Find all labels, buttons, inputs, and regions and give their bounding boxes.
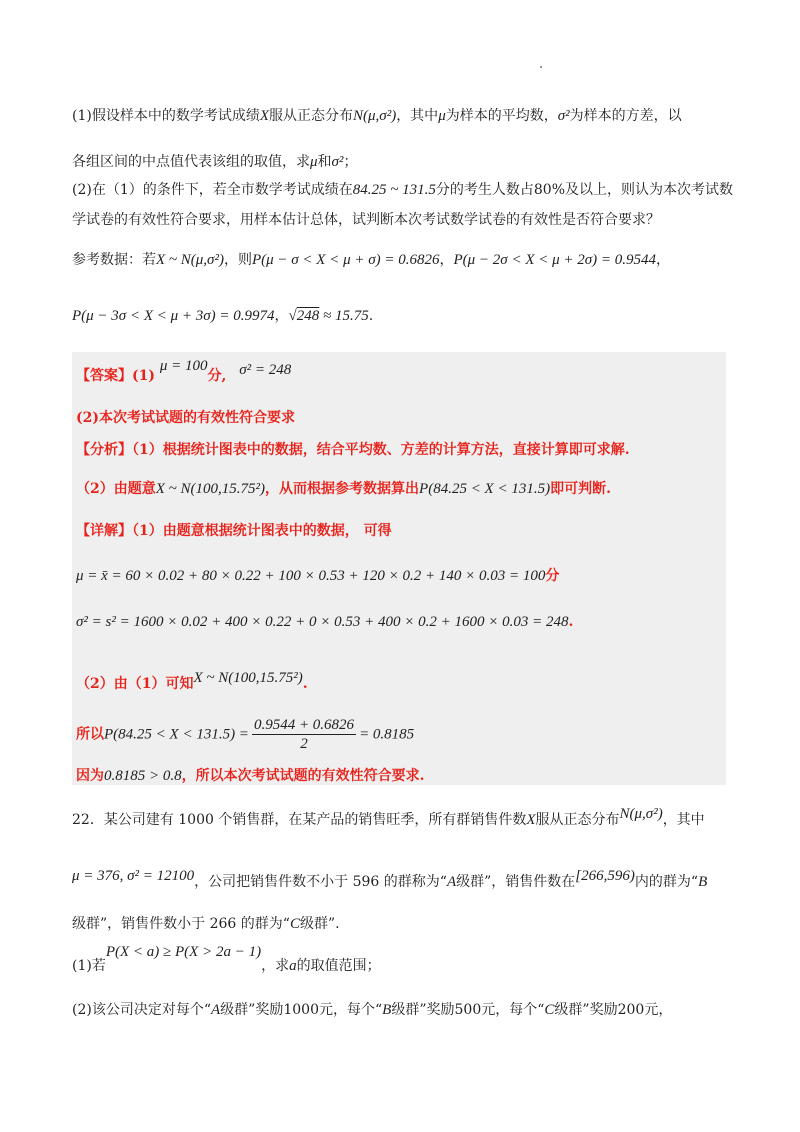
- text: (1)若: [72, 958, 106, 974]
- q21-reference-line1: [72, 250, 670, 270]
- math-range: 84.25 ~ 131.5: [352, 182, 436, 198]
- text: .: [568, 614, 574, 630]
- text: 级群”，销售件数在: [456, 874, 576, 890]
- math-sqrt: √248 ≈ 15.75: [288, 308, 369, 324]
- text: 及以上，则认为本次考试数: [565, 182, 733, 198]
- text: 服从正态分布: [269, 108, 354, 124]
- math-mu: μ: [438, 108, 446, 124]
- text: 元，每个“: [481, 1002, 545, 1018]
- answer-line1: [76, 358, 292, 386]
- q21-part1-line2: [72, 152, 357, 172]
- text: （1）根据统计图表中的数据，结合平均数、方差的计算方法，直接计算即可求解.: [132, 442, 630, 458]
- text: ，其中: [396, 108, 439, 124]
- text: ，公司把销售件数不小于 596 的群称为“: [194, 874, 447, 890]
- sqrt-radicand: 248: [296, 308, 320, 324]
- math-interval: [266,596): [575, 868, 635, 884]
- math-normal-dist: X ~ N(μ,σ²): [156, 252, 224, 268]
- text: （1）由题意根据统计图表中的数据， 可得: [132, 523, 392, 539]
- text: (1)假设样本中的数学考试成绩: [72, 108, 260, 124]
- q21-part1-line1: [72, 106, 682, 126]
- detail-so-line: [76, 716, 414, 753]
- math-A: A: [446, 874, 457, 890]
- math-C: C: [289, 916, 300, 932]
- q22-part2: [72, 1000, 672, 1020]
- scan-dot: [540, 66, 542, 68]
- text: 的取值范围；: [296, 958, 381, 974]
- amount: 1000: [283, 1002, 319, 1018]
- text: ，则: [223, 252, 252, 268]
- text: 级群”.: [299, 916, 340, 932]
- text: (2)在（1）的条件下，若全市数学考试成绩在: [72, 182, 353, 198]
- text: 级群”奖励: [391, 1002, 455, 1018]
- math-prob: P(84.25 < X < 131.5): [419, 481, 551, 497]
- text: 即可判断.: [550, 481, 611, 497]
- math-prob-1sigma: P(μ − σ < X < μ + σ) = 0.6826: [251, 252, 440, 268]
- fraction-denominator: 2: [300, 736, 308, 752]
- text: 内的群为“: [634, 874, 699, 890]
- text: 元，每个“: [318, 1002, 383, 1018]
- math-mu: μ: [310, 154, 318, 170]
- text: .: [368, 308, 374, 324]
- math-normal-dist: X ~ N(100,15.75²): [193, 670, 303, 686]
- math-prob-2sigma: P(μ − 2σ < X < μ + 2σ) = 0.9544: [453, 252, 657, 268]
- text: ，: [274, 308, 289, 324]
- text: ，从而根据参考数据算出: [265, 481, 420, 497]
- math-normal-dist: N(μ,σ²): [353, 108, 397, 124]
- text: (2)该公司决定对每个“: [72, 1002, 211, 1018]
- math-sigma-sq: σ²: [331, 154, 344, 170]
- text: 级群”奖励: [554, 1002, 618, 1018]
- math-B: B: [382, 1002, 392, 1018]
- text: (1): [132, 368, 155, 384]
- q22-line3: [72, 914, 340, 934]
- math-sigma-sq-value: σ² = 248: [239, 362, 292, 378]
- detail-part2-line: [76, 670, 308, 694]
- text: 因为: [76, 768, 104, 784]
- math-sigma-calc: σ² = s² = 1600 × 0.02 + 400 × 0.22 + 0 × 0.53 + 400 × 0.2 + 1600 × 0.03 = 248: [76, 614, 569, 630]
- text: ，求: [261, 958, 290, 974]
- answer-tag: 【答案】: [76, 368, 132, 384]
- math-normal-dist: X ~ N(100,15.75²): [155, 481, 266, 497]
- analysis-tag: 【分析】: [76, 442, 132, 458]
- text: 参考数据：若: [72, 252, 156, 268]
- math-sigma-sq: σ²: [557, 108, 570, 124]
- text: 各组区间的中点值代表该组的取值，求: [72, 154, 310, 170]
- math-compare: 0.8185 > 0.8: [104, 768, 182, 784]
- text: 分,: [207, 368, 227, 384]
- text: ；: [343, 154, 358, 170]
- text: 为样本的平均数，: [445, 108, 558, 124]
- math-x: X: [259, 108, 270, 124]
- math-normal-dist: N(μ,σ²): [619, 806, 663, 822]
- text: 级群”奖励: [220, 1002, 284, 1018]
- text: 所以: [76, 726, 104, 743]
- math-result: = 0.8185: [359, 726, 415, 743]
- text: （2）由（1）可知: [76, 676, 194, 692]
- text: 级群”，销售件数小于 266 的群为“: [72, 916, 290, 932]
- text: 服从正态分布: [535, 812, 620, 828]
- math-prob-3sigma: P(μ − 3σ < X < μ + 3σ) = 0.9974: [72, 308, 275, 324]
- detail-tag: 【详解】: [76, 523, 132, 539]
- q21-reference-line2: [72, 306, 373, 326]
- amount: 200: [617, 1002, 645, 1018]
- text: ，其中: [662, 812, 705, 828]
- math-mu-value: μ = 100: [159, 358, 208, 374]
- q22-line1: [72, 806, 705, 830]
- detail-mu-line: [76, 566, 559, 586]
- text: 22．某公司建有 1000 个销售群，在某产品的销售旺季，所有群销售件数: [72, 812, 527, 828]
- text: 分的考生人数占: [435, 182, 534, 198]
- text: 分: [545, 568, 560, 584]
- analysis-line1: [76, 440, 630, 460]
- fraction-numerator: 0.9544 + 0.6826: [253, 717, 355, 733]
- q22-line2: [72, 868, 708, 892]
- q22-part1: [72, 944, 381, 976]
- percent: 80%: [533, 182, 565, 198]
- q21-part2-line2: [72, 210, 660, 230]
- text: ，: [656, 252, 671, 268]
- detail-sigma-line: [76, 612, 573, 632]
- math-fraction: [252, 716, 356, 753]
- math-prob: P(84.25 < X < 131.5) =: [104, 726, 249, 743]
- text: 和: [317, 154, 332, 170]
- math-x: X: [526, 812, 536, 828]
- text: ，所以本次考试试题的有效性符合要求.: [181, 768, 425, 784]
- sqrt-result: ≈ 15.75: [323, 308, 369, 324]
- amount: 500: [454, 1002, 482, 1018]
- text: 学试卷的有效性符合要求，用样本估计总体，试判断本次考试数学试卷的有效性是否符合要求？: [72, 212, 660, 228]
- text: 元，: [644, 1002, 673, 1018]
- math-B: B: [698, 874, 708, 890]
- math-mu-calc: μ = x̄ = 60 × 0.02 + 80 × 0.22 + 100 × 0.53 + 120 × 0.2 + 140 × 0.03 = 100: [76, 568, 546, 584]
- math-A: A: [211, 1002, 221, 1018]
- math-params: μ = 376, σ² = 12100: [72, 868, 195, 884]
- math-a: a: [289, 958, 297, 974]
- text: ，: [439, 252, 454, 268]
- detail-since-line: [76, 766, 425, 786]
- math-C: C: [544, 1002, 555, 1018]
- text: (2)本次考试试题的有效性符合要求: [76, 410, 295, 426]
- math-inequality: P(X < a) ≥ P(X > 2a − 1): [105, 944, 262, 960]
- q21-part2-line1: [72, 180, 733, 200]
- answer-line2: [76, 408, 295, 428]
- text: 为样本的方差，以: [569, 108, 682, 124]
- text: （2）由题意: [76, 481, 156, 497]
- detail-line1: [76, 521, 392, 541]
- text: .: [302, 676, 308, 692]
- analysis-line2: [76, 479, 611, 499]
